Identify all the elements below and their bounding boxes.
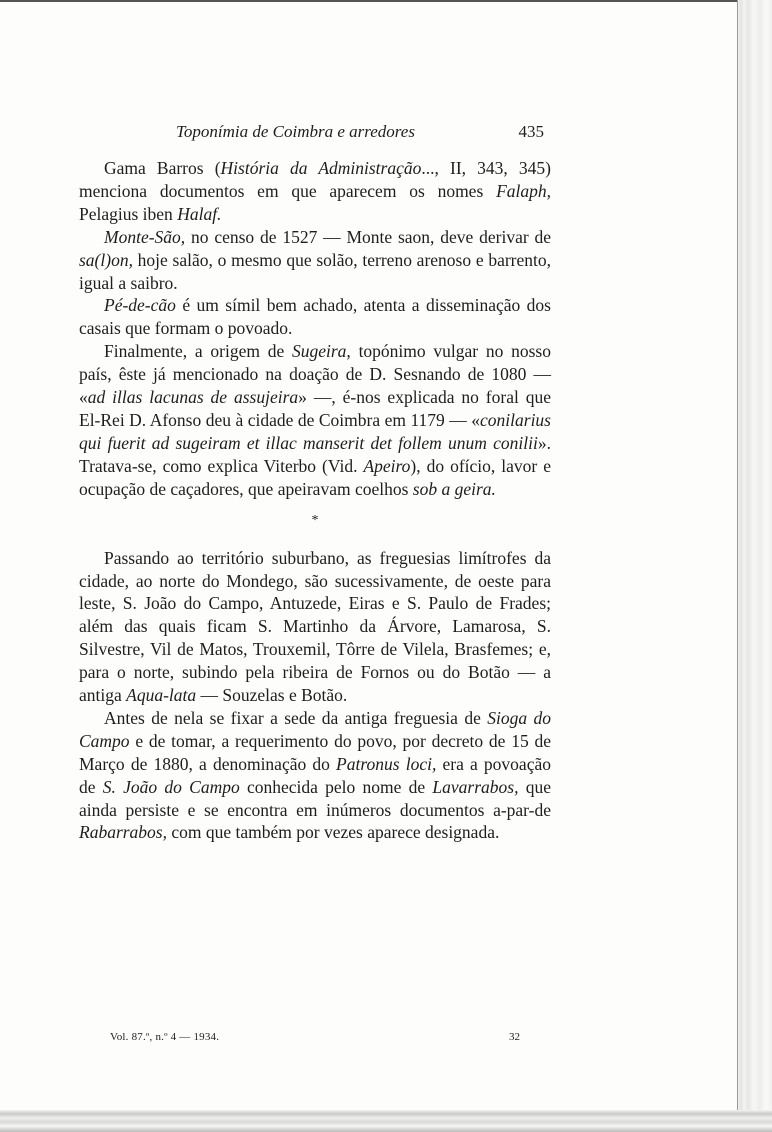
text-run: conhecida pelo nome de xyxy=(239,776,433,797)
text-run: ..., II, 343, 345) menciona documentos em que aparecem os nomes xyxy=(79,158,551,201)
italic-run: Sioga do Campo xyxy=(79,707,551,751)
paragraph xyxy=(79,226,551,295)
paragraph xyxy=(79,157,551,226)
running-title: Toponímia de Coimbra e arredores xyxy=(176,122,415,141)
page-footer xyxy=(110,1028,520,1046)
signature-mark: 32 xyxy=(509,1031,520,1043)
section-separator: * xyxy=(311,512,319,528)
italic-run: Aqua-lata xyxy=(126,685,197,706)
italic-run: sob a geira. xyxy=(412,478,496,499)
paragraph xyxy=(79,294,551,340)
page-stack-bottom-edge xyxy=(0,1110,772,1132)
italic-run: Halaf. xyxy=(177,203,222,224)
text-run: é um símil bem achado, atenta a disseminação dos casais que formam o povoado. xyxy=(79,295,551,339)
text-run: no censo de 1527 — Monte saon, deve derivar de xyxy=(185,226,551,247)
paragraph xyxy=(79,547,551,707)
italic-run: Pé-de-cão xyxy=(104,295,176,316)
italic-run: Lavarrabos, xyxy=(432,776,519,797)
italic-run: Rabarrabos, xyxy=(79,822,167,843)
text-run: que ainda persiste e se encontra em inúmeros documentos a-par-de xyxy=(79,776,551,820)
running-header xyxy=(176,119,544,145)
text-run: Gama Barros ( xyxy=(104,158,221,178)
italic-run: conilarius qui fuerit ad sugeiram et illac manserit det follem unum conilii xyxy=(79,409,551,453)
text-run: — Souzelas e Botão. xyxy=(196,685,348,706)
italic-run: ad illas lacunas de assujeira xyxy=(87,387,299,408)
italic-run: Falaph, xyxy=(496,180,551,201)
text-run: » —, é-nos explicada no foral que El-Rei D. Afonso deu à cidade de Coimbra em 1179 — « xyxy=(79,387,551,430)
italic-run: Apeiro xyxy=(363,455,411,476)
italic-run: História da Administração xyxy=(220,158,422,178)
text-run: topónimo vulgar no nosso país, êste já mencionado na doação de D. Sesnando de 1080 — « xyxy=(79,341,551,408)
text-run: era a povoação de xyxy=(79,753,551,797)
text-run: Pelagius iben xyxy=(79,203,178,224)
body-text xyxy=(79,157,551,844)
text-run: ». Tratava-se, como explica Viterbo (Vid. xyxy=(79,432,551,476)
italic-run: Sugeira, xyxy=(291,341,351,362)
text-run: Antes de nela se fixar a sede da antiga freguesia de xyxy=(104,707,488,728)
volume-info: Vol. 87.º, n.º 4 — 1934. xyxy=(110,1031,220,1043)
paragraph xyxy=(79,707,551,844)
italic-run: Monte-São, xyxy=(104,226,186,247)
text-run: hoje salão, o mesmo que solão, terreno arenoso e barrento, igual a saibro. xyxy=(79,249,551,293)
paragraph xyxy=(79,340,551,500)
italic-run: S. João do Campo xyxy=(102,776,240,797)
text-run: e de tomar, a requerimento do povo, por decreto de 15 de Março de 1880, a denominação do xyxy=(79,730,551,774)
page-stack-right-edge xyxy=(737,0,772,1132)
text-run: com que também por vezes aparece designada. xyxy=(167,822,500,843)
italic-run: Patronus loci, xyxy=(336,753,437,774)
italic-run: sa(l)on, xyxy=(79,249,133,270)
text-run: Passando ao território suburbano, as freguesias limítrofes da cidade, ao norte do Mondego, são sucessivamente, de oeste para leste, S. João do Campo, Antuzede, Eiras e S. Paulo de Frades; além das quais ficam S. Martinho da Árvore, Lamarosa, S. Silvestre, Vil de Matos, Trouxemil, Tôrre de Vilela, Brasfemes; e, para o norte, subindo pela ribeira de Fornos ou do Botão — a antiga xyxy=(79,547,551,706)
page-number: 435 xyxy=(518,122,544,141)
text-run: Finalmente, a origem de xyxy=(104,341,292,362)
text-run: ), do ofício, lavor e ocupação de caçadores, que apeiravam coelhos xyxy=(79,455,551,499)
